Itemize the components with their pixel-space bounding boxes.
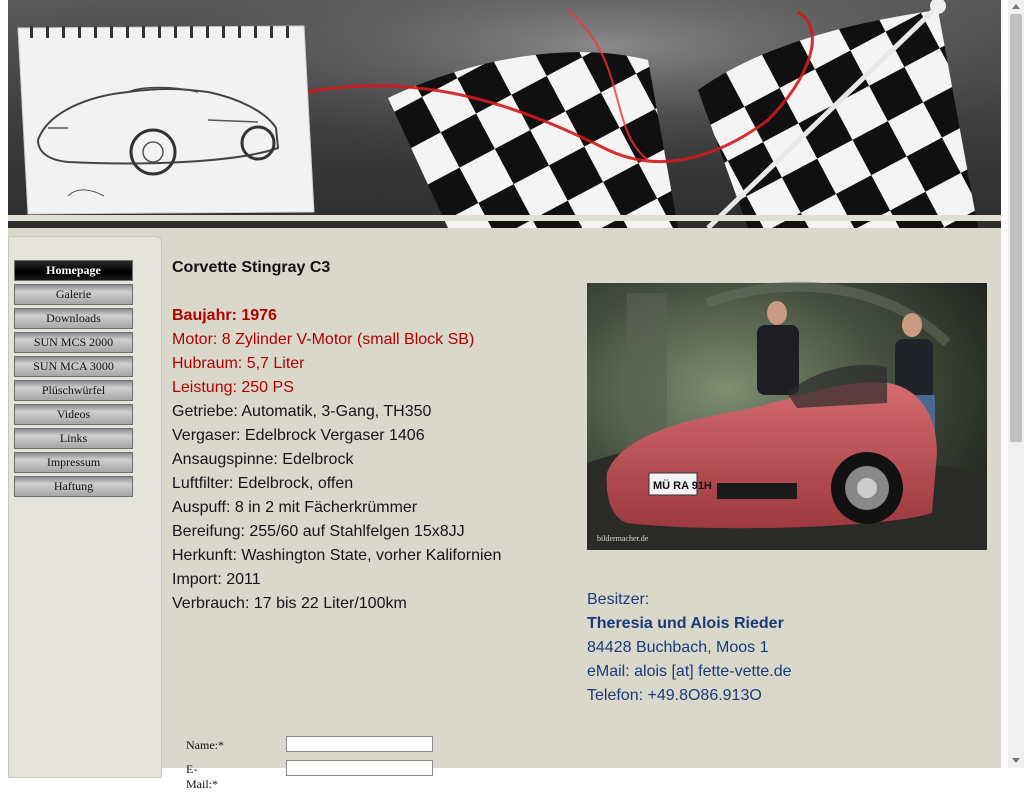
header-divider — [8, 215, 1001, 221]
owner-contact-block — [587, 588, 792, 708]
spec-bereifung: Bereifung: 255/60 auf Stahlfelgen 15x8JJ — [172, 523, 465, 540]
spec-herkunft: Herkunft: Washington State, vorher Kalifornien — [172, 547, 502, 564]
sidebar — [8, 236, 162, 778]
owner-name: Theresia und Alois Rieder — [587, 615, 784, 632]
nav-item-downloads[interactable]: Downloads — [14, 308, 133, 329]
nav-item-videos[interactable]: Videos — [14, 404, 133, 425]
nav-item-impressum[interactable]: Impressum — [14, 452, 133, 473]
nav-item-plueschwuerfel[interactable]: Plüschwürfel — [14, 380, 133, 401]
scrollbar-thumb[interactable] — [1010, 14, 1022, 442]
main-navigation — [14, 260, 133, 500]
nav-item-galerie[interactable]: Galerie — [14, 284, 133, 305]
spec-import: Import: 2011 — [172, 571, 261, 588]
spec-baujahr: Baujahr: 1976 — [172, 307, 277, 324]
header-artwork — [8, 0, 1001, 228]
car-specifications-list — [172, 304, 501, 616]
scroll-down-arrow-icon[interactable] — [1012, 758, 1020, 763]
page-body — [8, 228, 1001, 791]
page-scrollbar[interactable] — [1008, 0, 1024, 768]
nav-item-links[interactable]: Links — [14, 428, 133, 449]
nav-item-homepage[interactable]: Homepage — [14, 260, 133, 281]
spec-verbrauch: Verbrauch: 17 bis 22 Liter/100km — [172, 595, 407, 612]
spec-luftfilter: Luftfilter: Edelbrock, offen — [172, 475, 354, 492]
sketch-notebook-image — [18, 26, 314, 214]
owner-email: eMail: alois [at] fette-vette.de — [587, 663, 792, 680]
email-label: E-Mail:* — [186, 762, 218, 791]
spec-vergaser: Vergaser: Edelbrock Vergaser 1406 — [172, 427, 425, 444]
nav-item-sun-mca-3000[interactable]: SUN MCA 3000 — [14, 356, 133, 377]
name-input[interactable] — [286, 736, 433, 752]
spec-getriebe: Getriebe: Automatik, 3-Gang, TH350 — [172, 403, 432, 420]
nav-item-sun-mcs-2000[interactable]: SUN MCS 2000 — [14, 332, 133, 353]
spec-leistung: Leistung: 250 PS — [172, 379, 294, 396]
site-header-banner — [8, 0, 1001, 228]
owner-heading: Besitzer: — [587, 591, 650, 608]
page-title: Corvette Stingray C3 — [172, 259, 331, 276]
nav-item-haftung[interactable]: Haftung — [14, 476, 133, 497]
email-input[interactable] — [286, 760, 433, 776]
spec-hubraum: Hubraum: 5,7 Liter — [172, 355, 305, 372]
photo-watermark: bildermacher.de — [597, 534, 649, 543]
name-label: Name:* — [186, 738, 224, 752]
spec-auspuff: Auspuff: 8 in 2 mit Fächerkrümmer — [172, 499, 418, 516]
owner-address: 84428 Buchbach, Moos 1 — [587, 639, 769, 656]
spec-motor: Motor: 8 Zylinder V-Motor (small Block SB) — [172, 331, 475, 348]
spec-ansaugspinne: Ansaugspinne: Edelbrock — [172, 451, 354, 468]
owner-phone: Telefon: +49.8O86.913O — [587, 687, 762, 704]
scroll-up-arrow-icon[interactable] — [1012, 4, 1020, 9]
car-photo — [587, 283, 987, 550]
license-plate: MÜ RA 91H — [653, 480, 712, 492]
